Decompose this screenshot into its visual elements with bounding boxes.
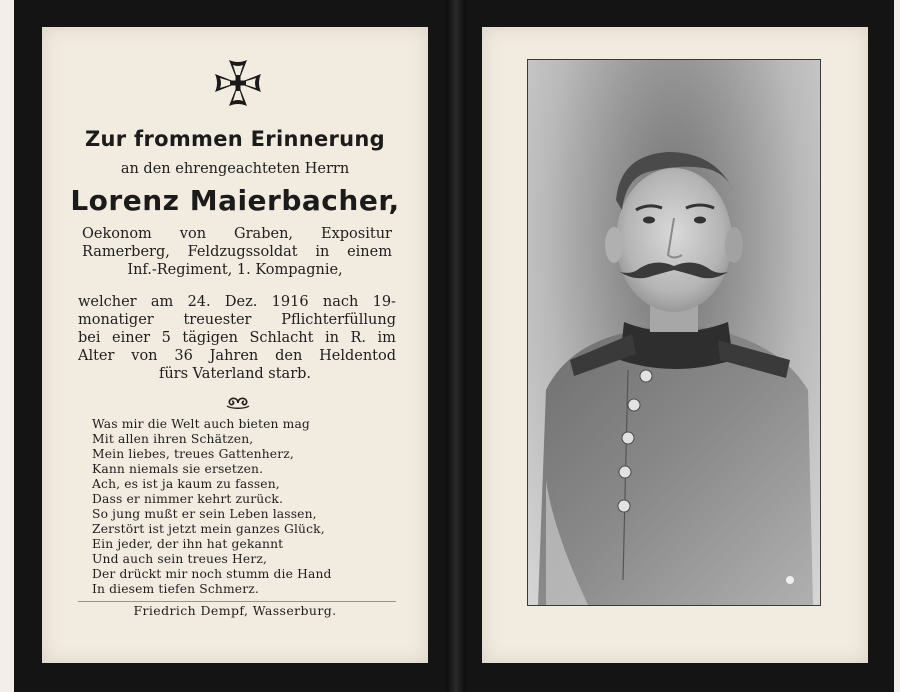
word: monatiger: [78, 312, 154, 328]
word: Pflichterfüllung: [281, 312, 396, 328]
word: R.: [350, 330, 366, 346]
death-line: fürs Vaterland starb.: [158, 366, 312, 382]
word: Dez.: [224, 294, 258, 310]
page-left-edge: [0, 0, 14, 692]
word: im: [377, 330, 396, 346]
poem-line: Der drückt mir noch stumm die Hand: [92, 567, 332, 581]
word: Oekonom: [82, 226, 152, 242]
page-right-edge: [894, 0, 900, 692]
portrait-panel: [482, 27, 868, 663]
memorial-text-panel: [42, 27, 428, 663]
word: den: [275, 348, 303, 364]
iron-cross-icon: [212, 57, 264, 109]
word: Alter: [78, 348, 115, 364]
death-line: [78, 294, 396, 312]
word: Feldzugssoldat: [187, 244, 298, 260]
word: tägigen: [182, 330, 238, 346]
word: von: [179, 226, 207, 242]
word: Graben,: [234, 226, 294, 242]
word: in: [315, 244, 330, 260]
poem-line: Mit allen ihren Schätzen,: [92, 432, 254, 446]
memorial-heading: Zur frommen Erinnerung: [85, 127, 385, 151]
card-fold: [446, 0, 466, 692]
poem-line: Zerstört ist jetzt mein ganzes Glück,: [92, 522, 325, 536]
poem-line: Was mir die Welt auch bieten mag: [92, 417, 310, 431]
word: welcher: [78, 294, 137, 310]
bio-line: [82, 226, 392, 244]
word: 24.: [187, 294, 211, 310]
word: Jahren: [209, 348, 259, 364]
scroll-ornament-icon: [223, 395, 253, 411]
poem-line: So jung mußt er sein Leben lassen,: [92, 507, 317, 521]
word: Ramerberg,: [82, 244, 170, 260]
poem-line: Ach, es ist ja kaum zu fassen,: [92, 477, 280, 491]
dedication-line: an den ehrengeachteten Herrn: [120, 161, 350, 177]
word: 5: [161, 330, 171, 346]
word: nach: [322, 294, 359, 310]
poem-line: Ein jeder, der ihn hat gekannt: [92, 537, 284, 551]
death-line: [78, 348, 396, 366]
poem-line: Und auch sein treues Herz,: [92, 552, 268, 566]
bio-line: [82, 244, 392, 262]
soldier-portrait-photo: [527, 59, 821, 606]
word: in: [324, 330, 339, 346]
death-line: [78, 330, 396, 348]
poem-line: In diesem tiefen Schmerz.: [92, 582, 259, 596]
printer-divider: [78, 601, 396, 602]
word: 19-: [372, 294, 396, 310]
poem-line: Kann niemals sie ersetzen.: [92, 462, 264, 476]
word: 36: [174, 348, 193, 364]
printer-credit: Friedrich Dempf, Wasserburg.: [133, 603, 337, 618]
bio-line: Inf.-Regiment, 1. Kompagnie,: [127, 262, 343, 278]
word: Schlacht: [249, 330, 314, 346]
death-line: [78, 312, 396, 330]
word: Expositur: [321, 226, 392, 242]
soldier-portrait-image: [528, 60, 820, 605]
word: 1916: [271, 294, 309, 310]
deceased-name: Lorenz Maierbacher,: [70, 184, 400, 217]
poem-line: Dass er nimmer kehrt zurück.: [92, 492, 284, 506]
word: treuester: [183, 312, 252, 328]
word: einem: [347, 244, 392, 260]
word: am: [150, 294, 174, 310]
word: einer: [112, 330, 151, 346]
word: von: [131, 348, 158, 364]
word: Heldentod: [319, 348, 396, 364]
poem-line: Mein liebes, treues Gattenherz,: [92, 447, 294, 461]
word: bei: [78, 330, 101, 346]
